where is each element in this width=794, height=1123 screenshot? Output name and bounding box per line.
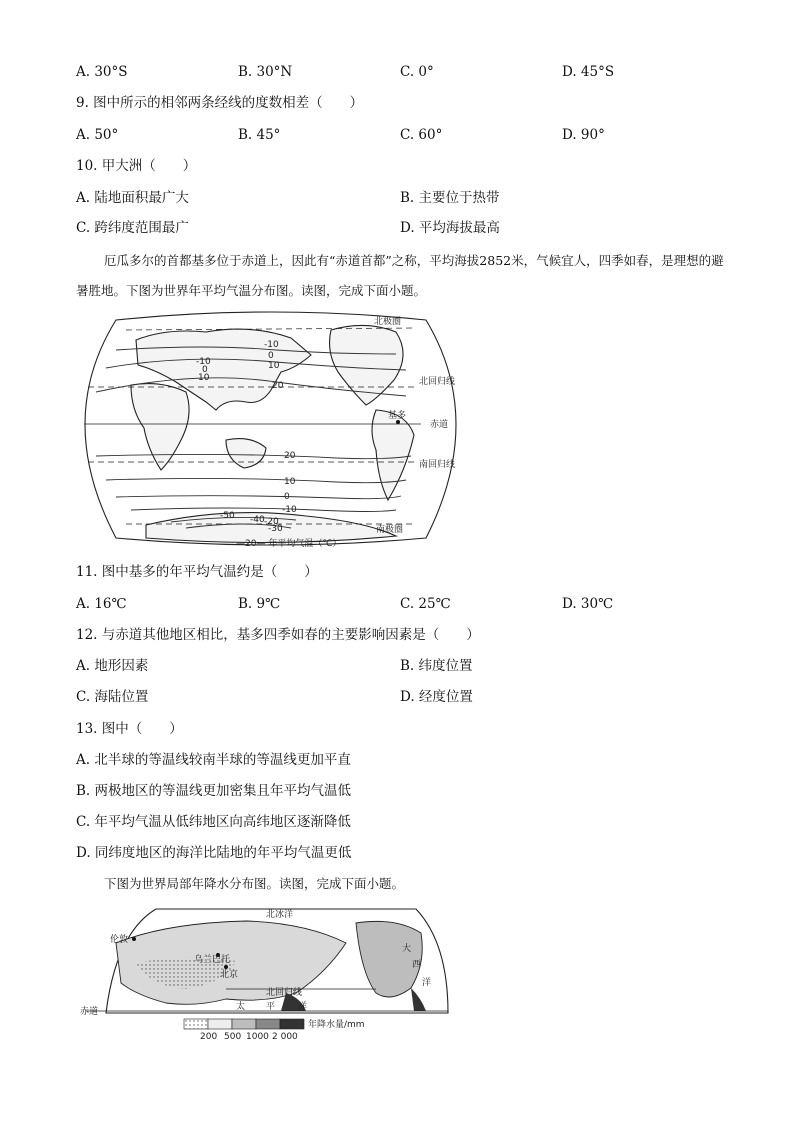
isotherm-label: 20 (284, 451, 296, 461)
q11-option-a: A. 16℃ (76, 596, 127, 612)
q10-option-d: D. 平均海拔最高 (400, 220, 500, 236)
legend-value: 2 000 (272, 1032, 298, 1041)
isotherm-label: -20 (264, 517, 279, 527)
q9-option-c: C. 60° (400, 127, 443, 143)
precipitation-map (76, 903, 456, 1041)
isotherm-label: -30 (268, 524, 283, 534)
tropic-capricorn-label: 南回归线 (419, 460, 456, 470)
atlantic-label-2: 西 (412, 960, 422, 970)
q10-option-c: C. 跨纬度范围最广 (76, 220, 189, 236)
antarctic-circle-label: 南极圈 (376, 525, 404, 535)
isotherm-label: 0 (268, 351, 274, 361)
q12-option-c: C. 海陆位置 (76, 689, 149, 705)
ulan-bator-label: 乌兰巴托 (194, 955, 231, 965)
isotherm-label: -40 (250, 515, 265, 525)
q10-stem: 10. 甲大洲（ ） (76, 158, 197, 174)
isotherm-label: -50 (220, 511, 235, 521)
q11-option-d: D. 30℃ (562, 596, 614, 612)
q9-stem: 9. 图中所示的相邻两条经线的度数相差（ ） (76, 95, 364, 111)
isotherm-label: 10 (198, 373, 210, 383)
pacific-label-1: 太 (236, 1002, 246, 1012)
pacific-label-3: 洋 (298, 1002, 308, 1012)
q11-stem: 11. 图中基多的年平均气温约是（ ） (76, 564, 318, 580)
atlantic-label-1: 大 (402, 944, 412, 954)
q9-option-b: B. 45° (238, 127, 281, 143)
q11-option-c: C. 25℃ (400, 596, 451, 612)
q12-option-b: B. 纬度位置 (400, 658, 473, 674)
q13-option-b: B. 两极地区的等温线更加密集且年平均气温低 (76, 783, 352, 799)
isotherm-label: -10 (264, 340, 279, 350)
tropic-cancer-label: 北回归线 (266, 988, 303, 998)
atlantic-label-3: 洋 (422, 978, 432, 988)
beijing-marker (224, 965, 228, 969)
q8-option-a: A. 30°S (76, 64, 128, 80)
isotherm-label: 0 (202, 365, 208, 375)
q8-option-c: C. 0° (400, 64, 434, 80)
q12-stem: 12. 与赤道其他地区相比，基多四季如春的主要影响因素是（ ） (76, 627, 480, 643)
q13-option-a: A. 北半球的等温线较南半球的等温线更加平直 (76, 752, 351, 768)
q13-option-c: C. 年平均气温从低纬地区向高纬地区逐渐降低 (76, 814, 351, 830)
q10-option-b: B. 主要位于热带 (400, 190, 500, 206)
passage-quito: 厄瓜多尔的首都基多位于赤道上，因此有“赤道首都”之称，平均海拔2852米，气候宜人，四季如春，是理想的避暑胜地。下图为世界年平均气温分布图。读图，完成下面小题。 (76, 253, 724, 298)
legend-value: 1000 (246, 1032, 269, 1041)
q13-stem: 13. 图中（ ） (76, 721, 183, 737)
q10-option-a: A. 陆地面积最广大 (76, 190, 189, 206)
q12-option-d: D. 经度位置 (400, 689, 473, 705)
q8-option-d: D. 45°S (562, 64, 615, 80)
isotherm-label: 10 (268, 361, 280, 371)
q9-option-a: A. 50° (76, 127, 119, 143)
equator-label: 赤道 (430, 420, 449, 430)
arctic-ocean-label: 北冰洋 (266, 910, 294, 920)
isotherm-label: -10 (196, 357, 211, 367)
isotherm-label: 20 (272, 381, 284, 391)
isotherm-label: 0 (284, 492, 290, 502)
q12-option-a: A. 地形因素 (76, 658, 149, 674)
precipitation-legend (184, 1018, 365, 1041)
passage-precipitation: 下图为世界局部年降水分布图。读图，完成下面小题。 (104, 876, 405, 891)
map-legend: —20— 年平均气温（℃） (236, 539, 342, 549)
q9-option-d: D. 90° (562, 127, 605, 143)
q8-option-b: B. 30°N (238, 64, 293, 80)
legend-value: 200 (200, 1032, 218, 1041)
london-marker (132, 937, 136, 941)
q13-option-d: D. 同纬度地区的海洋比陆地的年平均气温更低 (76, 845, 352, 861)
temperature-map (76, 310, 466, 555)
tropic-cancer-label: 北回归线 (419, 377, 456, 387)
london-label: 伦敦 (110, 935, 129, 945)
legend-unit: 年降水量/mm (308, 1020, 365, 1030)
q11-option-b: B. 9℃ (238, 596, 281, 612)
isotherm-label: -10 (282, 505, 297, 515)
isotherm-label: 10 (284, 477, 296, 487)
legend-value: 500 (224, 1032, 242, 1041)
pacific-label-2: 平 (266, 1002, 276, 1012)
quito-label: 基多 (388, 411, 407, 421)
arctic-circle-label: 北极圈 (374, 317, 402, 327)
beijing-label: 北京 (220, 970, 239, 980)
equator-label: 赤道 (80, 1007, 99, 1017)
